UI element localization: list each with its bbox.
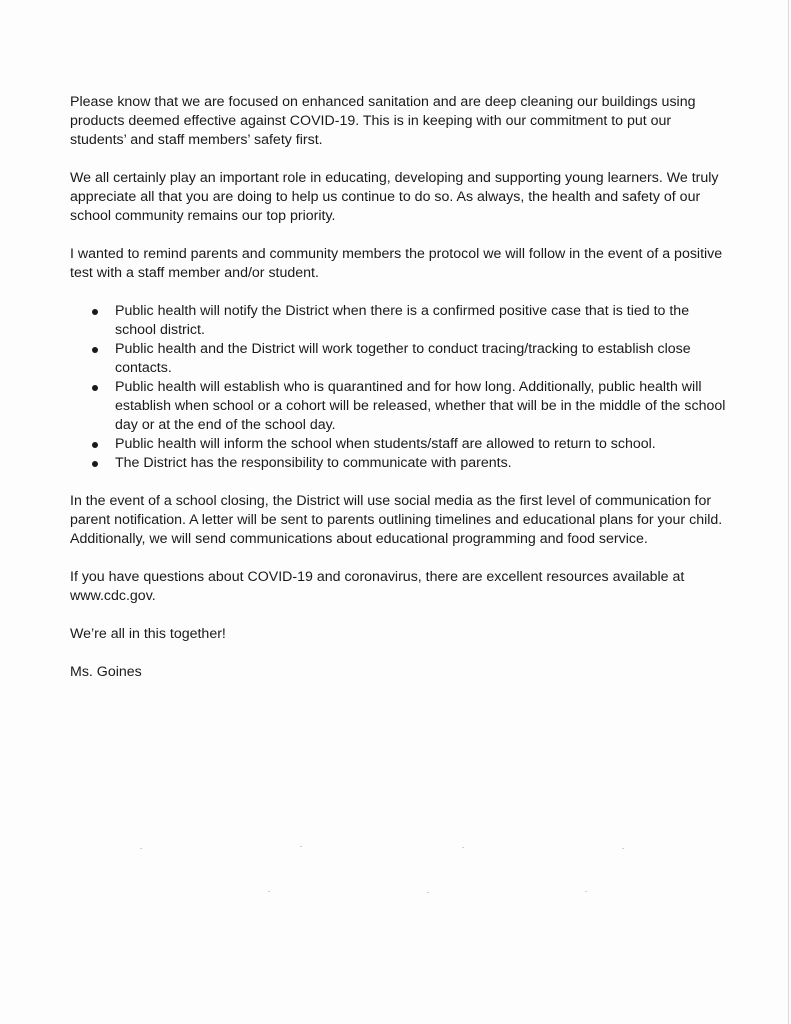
- bullet-icon: [92, 309, 98, 315]
- scan-speck: [622, 848, 624, 849]
- scan-speck: [140, 848, 142, 849]
- bullet-icon: [92, 442, 98, 448]
- scan-speck: [585, 891, 587, 892]
- page-edge: [788, 0, 789, 1024]
- list-item: [115, 435, 730, 454]
- list-item-text: Public health will inform the school when students/staff are allowed to return to school.: [115, 436, 656, 452]
- list-item-text: Public health and the District will work together to conduct tracing/tracking to establish close contacts.: [115, 341, 691, 376]
- scan-speck: [462, 847, 464, 848]
- bullet-icon: [92, 385, 98, 391]
- paragraph-sanitation: Please know that we are focused on enhanced sanitation and are deep cleaning our buildings using products deemed effective against COVID-19. This is in keeping with our commitment to put our students’ and staff members’ safety first.: [70, 94, 696, 148]
- list-item-text: The District has the responsibility to communicate with parents.: [115, 455, 512, 471]
- list-item: [115, 302, 730, 340]
- list-item: [115, 378, 730, 435]
- list-item: [115, 454, 730, 473]
- bullet-icon: [92, 461, 98, 467]
- scan-speck: [300, 846, 302, 847]
- letter-body: [70, 93, 730, 701]
- paragraph-closing-plan: In the event of a school closing, the District will use social media as the first level of communication for parent notification. A letter will be sent to parents outlining timelines and educational plans for your child. Additionally, we will send communications about educational programming and food service.: [70, 493, 723, 547]
- scan-speck: [427, 892, 429, 893]
- paragraph-resources: If you have questions about COVID-19 and coronavirus, there are excellent resources available at www.cdc.gov.: [70, 569, 685, 604]
- paragraph-appreciation: We all certainly play an important role in educating, developing and supporting young learners. We truly appreciate all that you are doing to help us continue to do so. As always, the health and safety of our school community remains our top priority.: [70, 170, 719, 224]
- paragraph-protocol-intro: I wanted to remind parents and community members the protocol we will follow in the event of a positive test with a staff member and/or student.: [70, 246, 723, 281]
- list-item-text: Public health will establish who is quarantined and for how long. Additionally, public health will establish when school or a cohort will be released, whether that will be in the middle of the school day or at the end of the school day.: [115, 379, 726, 433]
- scan-speck: [268, 891, 270, 892]
- paragraph-together: We’re all in this together!: [70, 626, 226, 642]
- bullet-icon: [92, 347, 98, 353]
- protocol-list: [70, 302, 730, 473]
- list-item-text: Public health will notify the District when there is a confirmed positive case that is tied to the school district.: [115, 303, 690, 338]
- list-item: [115, 340, 730, 378]
- signature: Ms. Goines: [70, 664, 142, 680]
